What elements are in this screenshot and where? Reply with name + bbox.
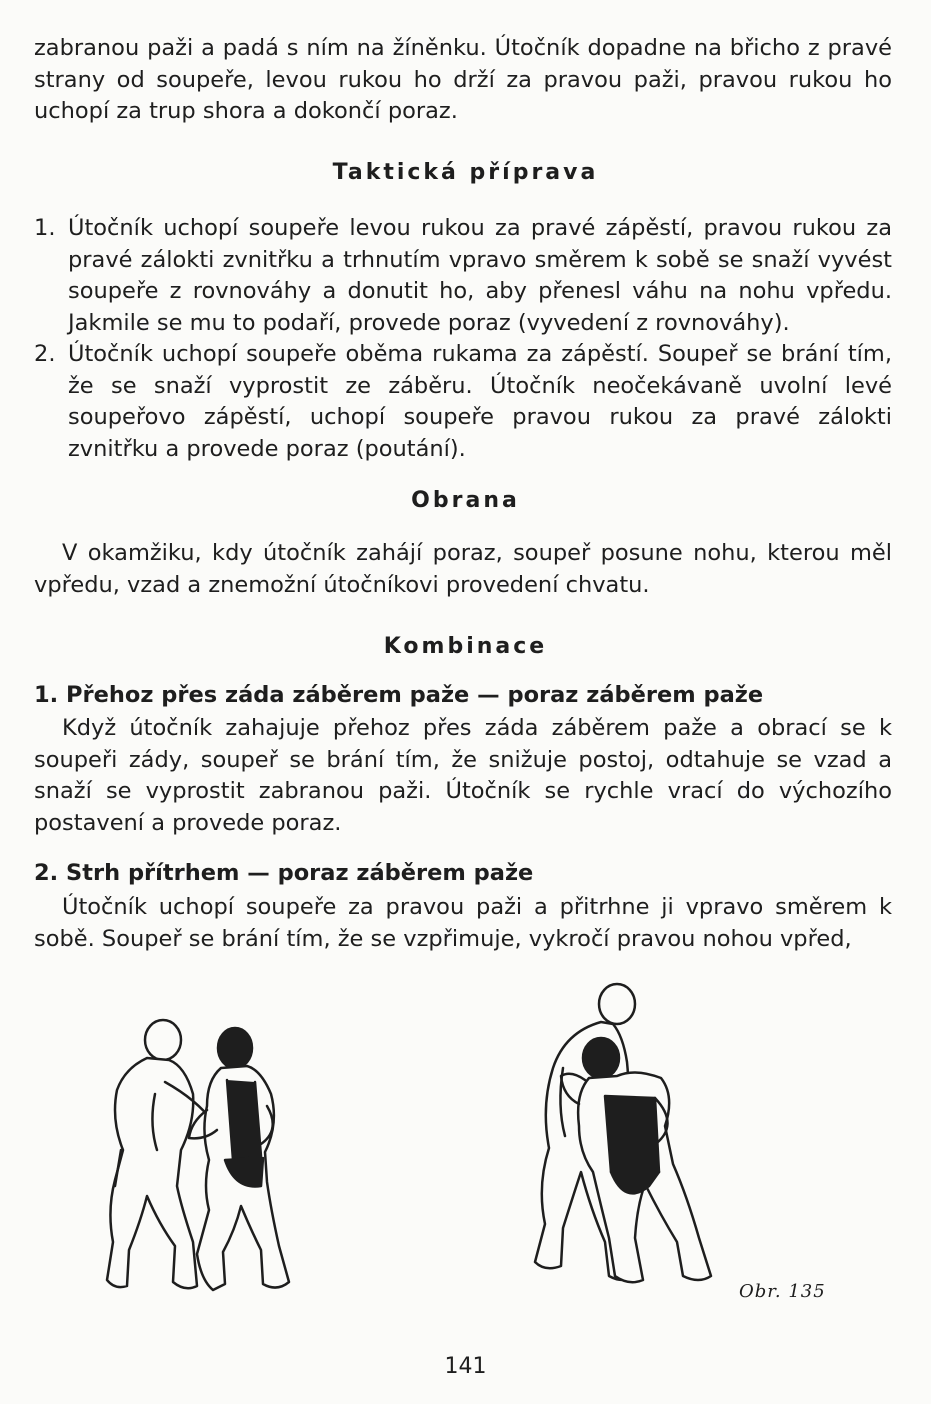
intro-paragraph bbox=[34, 33, 892, 128]
defense-heading: Obrana bbox=[411, 488, 520, 513]
list-item bbox=[34, 339, 892, 465]
list-item-number: 1. bbox=[34, 215, 56, 241]
combination-2-title: 2. Strh přítrhem — poraz záběrem paže bbox=[34, 860, 534, 886]
tactics-list bbox=[34, 213, 892, 465]
combination-1-text: Když útočník zahajuje přehoz přes záda záběrem paže a obrací se k soupeři zády, soupeř se brání tím, že snižuje postoj, odtahuje se vzad a snaží se vyprostit zabranou paži. Útočník se rychle vrací do výchozího postavení a provede poraz. bbox=[34, 715, 892, 836]
combination-2-text: Útočník uchopí soupeře za pravou paži a přitrhne ji vpravo směrem k sobě. Soupeř se brání tím, že se vzpřimuje, vykročí pravou nohou vpřed, bbox=[34, 894, 892, 952]
intro-text: zabranou paži a padá s ním na žíněnku. Útočník dopadne na břicho z pravé strany od soupeře, levou rukou ho drží za pravou paži, pravou rukou ho uchopí za trup shora a dokončí poraz. bbox=[34, 35, 892, 124]
list-item-number: 2. bbox=[34, 341, 56, 367]
page-number: 141 bbox=[444, 1354, 487, 1379]
wrestlers-illustration-left bbox=[85, 1010, 325, 1310]
combination-1-title: 1. Přehoz přes záda záběrem paže — poraz záběrem paže bbox=[34, 682, 764, 708]
combination-1-paragraph bbox=[34, 713, 892, 839]
tactics-heading: Taktická příprava bbox=[332, 160, 599, 185]
list-item bbox=[34, 213, 892, 339]
combinations-heading: Kombinace bbox=[383, 634, 548, 659]
combination-2-paragraph bbox=[34, 892, 892, 955]
list-item-text: Útočník uchopí soupeře levou rukou za pravé zápěstí, pravou rukou za pravé zálokti zvnitřku a trhnutím vpravo směrem k sobě se snaží vyvést soupeře z rovnováhy a donutit ho, aby přenesl váhu na nohu vpředu. Jakmile se mu to podaří, provede poraz (vyvedení z rovnováhy). bbox=[68, 215, 892, 336]
defense-paragraph bbox=[34, 538, 892, 601]
list-item-text: Útočník uchopí soupeře oběma rukama za zápěstí. Soupeř se brání tím, že se snaží vyprostit ze záběru. Útočník neočekávaně uvolní levé soupeřovo zápěstí, uchopí soupeře pravou rukou za pravé zálokti zvnitřku a provede poraz (poutání). bbox=[68, 341, 892, 462]
defense-text: V okamžiku, kdy útočník zahájí poraz, soupeř posune nohu, kterou měl vpředu, vzad a znemožní útočníkovi provedení chvatu. bbox=[34, 540, 892, 598]
wrestlers-illustration-right bbox=[505, 976, 720, 1301]
figure-caption: Obr. 135 bbox=[739, 1281, 826, 1302]
